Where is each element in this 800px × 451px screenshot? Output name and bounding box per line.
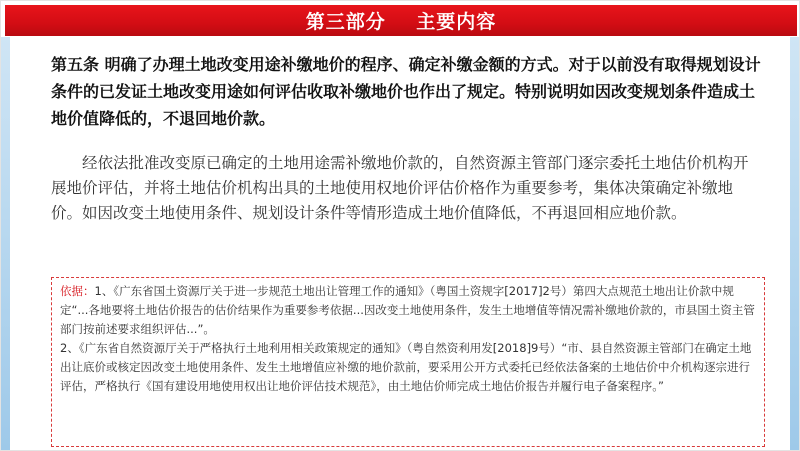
section-title: 第三部分 主要内容	[305, 11, 497, 33]
section-title-bar	[5, 5, 797, 36]
legal-basis-box	[51, 277, 765, 447]
right-side-band	[790, 37, 799, 450]
basis-item-2: 2、《广东省自然资源厅关于严格执行土地利用相关政策规定的通知》（粤自然资利用发[2018]9号）“市、县自然资源主管部门在确定土地出让底价或核定因改变土地使用条件、发生土地增值应补缴的地价款前，要采用公开方式委托已经依法备案的土地估价中介机构逐宗进行评估，严格执行《国有建设用地使用权出让地价评估技术规范》，由土地估价师完成土地估价报告并履行电子备案程序。”	[60, 341, 752, 393]
basis-item-1	[60, 282, 756, 339]
basis-item-1-text: 1、《广东省国土资源厅关于进一步规范土地出让管理工作的通知》（粤国土资规字[2017]2号）第四大点规范土地出让价款中规定“...各地要将土地估价报告的估价结果作为重要参考依据...因改变土地使用条件，发生土地增值等情况需补缴地价款的，市县国土资主管部门按前述要求组织评估...”。	[60, 284, 755, 336]
content-area	[13, 37, 789, 450]
left-side-band	[1, 37, 10, 450]
article-body: 经依法批准改变原已确定的土地用途需补缴地价款的，自然资源主管部门逐宗委托土地估价机构开展地价评估，并将土地估价机构出具的土地使用权地价评估价格作为重要参考，集体决策确定补缴地价。如因改变土地使用条件、规划设计条件等情形造成土地价值降低，不再退回相应地价款。	[51, 154, 749, 222]
basis-label: 依据：	[60, 284, 95, 298]
article-lead: 第五条 明确了办理土地改变用途补缴地价的程序、确定补缴金额的方式。对于以前没有取得规划设计条件的已发证土地改变用途如何评估收取补缴地价也作出了规定。特别说明如因改变规划条件造成土地价值降低的，不退回地价款。	[51, 55, 761, 128]
